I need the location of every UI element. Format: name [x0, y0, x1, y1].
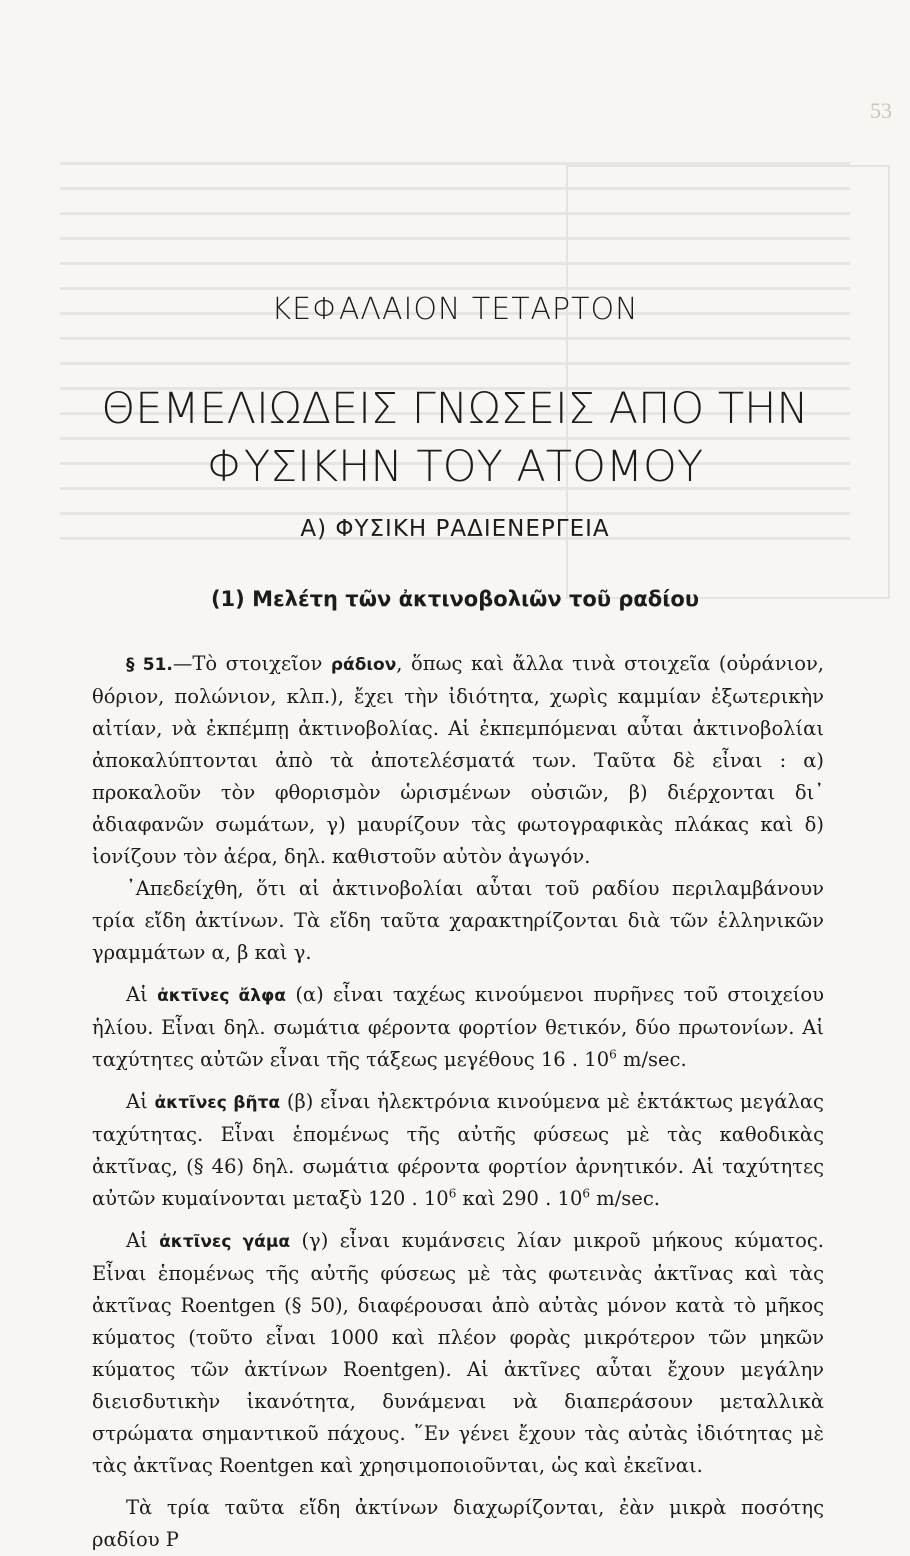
paragraph-text: (α) εἶναι ταχέως κινούμενοι πυρῆνες τοῦ στοιχείου ἡλίου. Εἶναι δηλ. σωμάτια φέροντα φορτίον θετικόν, δύο πρωτονίων. Αἱ ταχύτητες αὐτῶν εἶναι τῆς τάξεως μεγέθους 16 . 10 [92, 983, 824, 1071]
paragraph-text: —Τὸ στοιχεῖον [172, 652, 331, 675]
section-title: Α) ΦΥΣΙΚΗ ΡΑΔΙΕΝΕΡΓΕΙΑ [300, 516, 610, 542]
term-radium: ράδιον [330, 655, 397, 675]
exponent: 6 [582, 1186, 591, 1201]
paragraph-gamma [92, 1225, 824, 1482]
main-title [0, 380, 910, 496]
section-number: § 51. [126, 655, 173, 675]
paragraph-text: Αἱ [126, 1229, 160, 1252]
paragraph-text: Αἱ [126, 983, 158, 1006]
paragraph-51 [92, 648, 824, 873]
subsection-title: (1) Μελέτη τῶν ἀκτινοβολιῶν τοῦ ραδίου [210, 587, 700, 611]
paragraph-text: m/sec. [616, 1048, 687, 1071]
paragraph-beta [92, 1086, 824, 1215]
exponent: 6 [448, 1186, 457, 1201]
main-title-line-2: ΦΥΣΙΚΗΝ ΤΟΥ ΑΤΟΜΟΥ [206, 442, 704, 492]
paragraph-text: (γ) εἶναι κυμάνσεις λίαν μικροῦ μήκους κύματος. Εἶναι ἑπομένως τῆς αὐτῆς φύσεως μὲ τὰς φωτεινὰς ἀκτῖνας καὶ τὰς ἀκτῖνας Roentgen (§ 50), διαφέρουσαι ἀπὸ αὐτὰς μόνον κατὰ τὸ μῆκος κύματος (τοῦτο εἶναι 1000 καὶ πλέον φορὰς μικρότερον τῶν μηκῶν κύματος τῶν ἀκτίνων Roentgen). Αἱ ἀκτῖνες αὗται ἔχουν μεγάλην διεισδυτικὴν ἱκανότητα, δυνάμεναι νὰ διαπεράσουν μεταλλικὰ στρώματα σημαντικοῦ πάχους. ῞Εν γένει ἔχουν τὰς αὐτὰς ἰδιότητας μὲ τὰς ἀκτῖνας Roentgen καὶ χρησιμοποιοῦνται, ὡς καὶ ἐκεῖναι. [92, 1229, 824, 1477]
term-gamma-rays: ἀκτῖνες γάμα [159, 1232, 291, 1252]
paragraph-text: m/sec. [590, 1187, 660, 1210]
paragraph-text: (β) εἶναι ἠλεκτρόνια κινούμενα μὲ ἐκτάκτως μεγάλας ταχύτητας. Εἶναι ἑπομένως τῆς αὐτῆς φύσεως μὲ τὰς καθοδικὰς ἀκτῖνας, (§ 46) δηλ. σωμάτια φέροντα φορτίον ἀρνητικόν. Αἱ ταχύτητες αὐτῶν κυμαίνονται μεταξὺ 120 . 10 [92, 1090, 824, 1210]
main-title-line-1: ΘΕΜΕΛΙΩΔΕΙΣ ΓΝΩΣΕΙΣ ΑΠΟ ΤΗΝ [101, 384, 809, 434]
page-number: 53 [870, 98, 892, 123]
paragraph-three-kinds: ᾿Απεδείχθη, ὅτι αἱ ἀκτινοβολίαι αὗται τοῦ ραδίου περιλαμβάνουν τρία εἴδη ἀκτίνων. Τὰ εἴδη ταῦτα χαρακτηρίζονται διὰ τῶν ἑλληνικῶν γραμμάτων α, β καὶ γ. [92, 877, 824, 964]
term-beta-rays: ἀκτῖνες βῆτα [154, 1093, 281, 1113]
term-alpha-rays: ἀκτῖνες ἄλφα [157, 986, 286, 1006]
paragraph-text: , ὅπως καὶ ἄλλα τινὰ στοιχεῖα (οὐράνιον, θόριον, πολώνιον, κλπ.), ἔχει τὴν ἰδιότητα, χωρὶς καμμίαν ἐξωτερικὴν αἰτίαν, νὰ ἐκπέμπῃ ἀκτινοβολίας. Αἱ ἐκπεμπόμεναι αὗται ἀκτινοβολίαι ἀποκαλύπτονται ἀπὸ τὰ ἀποτελέσματά των. Ταῦτα δὲ εἶναι : α) προκαλοῦν τὸν φθορισμὸν ὡρισμένων οὐσιῶν, β) διέρχονται δι᾽ ἀδιαφανῶν σωμάτων, γ) μαυρίζουν τὰς φωτογραφικὰς πλάκας καὶ δ) ἰονίζουν τὸν ἀέρα, δηλ. καθιστοῦν αὐτὸν ἀγωγόν. [92, 652, 824, 868]
chapter-title: ΚΕΦΑΛΑΙΟΝ ΤΕΤΑΡΤΟΝ [271, 292, 639, 327]
paragraph-separation: Τὰ τρία ταῦτα εἴδη ἀκτίνων διαχωρίζονται, ἐὰν μικρὰ ποσότης ραδίου Ρ [92, 1496, 824, 1551]
exponent: 6 [609, 1047, 617, 1062]
paragraph-text: καὶ 290 . 10 [456, 1187, 583, 1210]
paragraph-alpha [92, 979, 824, 1076]
paragraph-text: Αἱ [126, 1090, 155, 1113]
body-text [92, 648, 824, 1556]
